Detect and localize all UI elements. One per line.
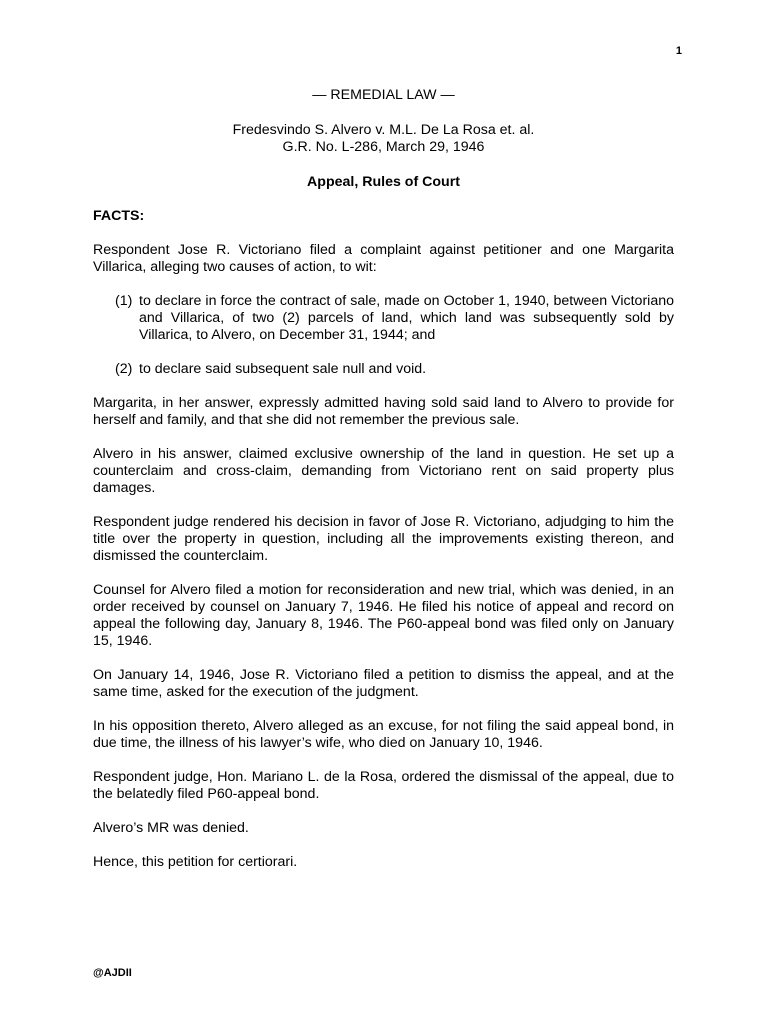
facts-paragraph: Respondent judge rendered his decision in favor of Jose R. Victoriano, adjudging to him the title over the property in question, including all the improvements existing thereon, and dismissed the counterclaim. [93,514,674,564]
list-marker: (2) [115,361,133,377]
facts-heading: FACTS: [93,208,145,224]
case-citation: G.R. No. L-286, March 29, 1946 [282,139,485,155]
subject-heading: — REMEDIAL LAW — [312,87,455,103]
facts-paragraph: Counsel for Alvero filed a motion for reconsideration and new trial, which was denied, in an order received by counsel on January 7, 1946. He filed his notice of appeal and record on appeal the following day, January 8, 1946. The P60-appeal bond was filed only on January 15, 1946. [93,582,674,649]
list-text: to declare said subsequent sale null and void. [139,361,427,377]
list-item [115,293,674,344]
facts-paragraph: In his opposition thereto, Alvero alleged as an excuse, for not filing the said appeal bond, in due time, the illness of his lawyer’s wife, who died on January 10, 1946. [93,718,674,751]
causes-list [115,293,674,378]
case-name: Fredesvindo S. Alvero v. M.L. De La Rosa et. al. [232,122,535,138]
facts-paragraph: Hence, this petition for certiorari. [93,854,298,870]
facts-paragraph: On January 14, 1946, Jose R. Victoriano filed a petition to dismiss the appeal, and at the same time, asked for the execution of the judgment. [93,667,674,700]
facts-paragraph: Margarita, in her answer, expressly admitted having sold said land to Alvero to provide for herself and family, and that she did not remember the previous sale. [93,395,674,428]
document-body [93,87,674,871]
facts-paragraph: Alvero’s MR was denied. [93,820,249,836]
facts-paragraph: Respondent judge, Hon. Mariano L. de la Rosa, ordered the dismissal of the appeal, due to the belatedly filed P60-appeal bond. [93,769,674,802]
list-text: to declare in force the contract of sale, made on October 1, 1940, between Victoriano and Villarica, of two (2) parcels of land, which land was subsequently sold by Villarica, to Alvero, on December 31, 1944; and [139,293,674,343]
list-marker: (1) [115,293,133,309]
facts-intro: Respondent Jose R. Victoriano filed a complaint against petitioner and one Margarita Villarica, alleging two causes of action, to wit: [93,242,674,275]
footer-author: @AJDII [93,967,132,979]
facts-paragraph: Alvero in his answer, claimed exclusive ownership of the land in question. He set up a counterclaim and cross-claim, demanding from Victoriano rent on said property plus damages. [93,446,674,496]
list-item [115,361,674,378]
topic-title: Appeal, Rules of Court [307,174,460,190]
case-header [93,122,674,156]
page-number: 1 [675,45,682,57]
